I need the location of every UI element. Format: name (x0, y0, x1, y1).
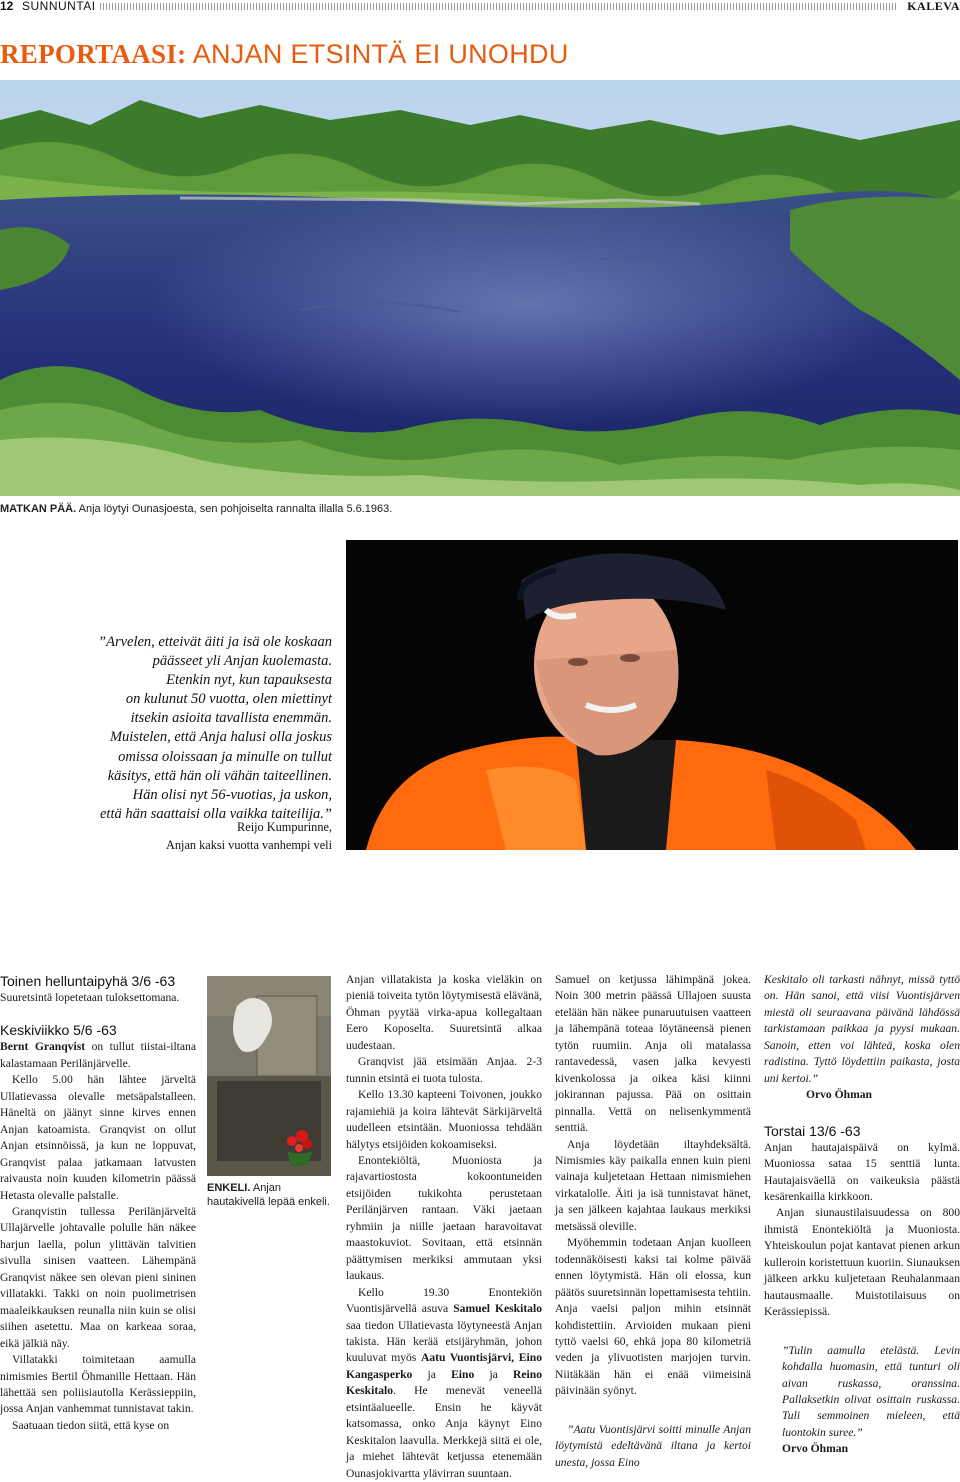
paragraph-text: Kello 19.30 Enontekiön Vuontisjärvellä asuva (346, 1285, 542, 1316)
article-column-4 (555, 972, 751, 1471)
paragraph: Saatuaan tiedon siitä, että kyse on (12, 1418, 170, 1432)
page-header (0, 0, 960, 14)
inline-quote: Keskitalo oli tarkasti nähnyt, missä tyttö on. Hän sanoi, että viisi Vuontisjärven miestä oli seuraavana päivänä lähdössä tarkistamaan paikkaa ja pyysi mukaan. Sanoin, etten voi lähteä, koska olen radistina. Tyttö löydettiin paikasta, josta uni kertoi.” (764, 973, 960, 1085)
timeline-heading: Keskiviikko 5/6 -63 (0, 1022, 117, 1039)
quote-line: itsekin asioita tavallista enemmän. (130, 710, 332, 727)
pull-quote (60, 633, 332, 824)
page-number: 12 (0, 0, 14, 13)
paragraph: Kello 5.00 hän lähtee järveltä Ullatievassa olevalle metsäpalstalleen. Häneltä on jäänyt sinne kirves ennen Anjan katoamista. Granqvist on ollut Anjan etsinnöissä, ja kun ne loppuvat, Granqvist palaa jatkamaan latvusten raivausta noin kuuden kilometrin päässä Hetasta olevalle palstalle. (0, 1073, 196, 1202)
paragraph-text: ja (412, 1367, 452, 1381)
quote-line: omissa oloissaan ja minulle on tullut (118, 748, 332, 765)
quote-line: ”Arvelen, etteivät äiti ja isä ole koskaan (98, 634, 332, 650)
timeline-heading: Torstai 13/6 -63 (764, 1122, 861, 1139)
person-name: Reino Keskitalo (346, 1367, 542, 1398)
inline-quote: ”Tulin aamulla etelästä. Levin kohdalla huomasin, että tunturi oli aivan ruskassa, oranssina. Pallaksetkin olivat osittain ruskassa. Tuli semmoinen mieleen, että luontokin suree.” (782, 1343, 960, 1439)
paragraph: Samuel on ketjussa lähimpänä jokea. Noin 300 metrin päässä Ullajoen suusta etelään hän näkee punaruutuisen vaatteen ja lähempänä toteaa löytäneensä pienen tytön ruumiin. Anja oli matalassa rantavedessä, vasen jalka kevyesti kivenkolossa ja oikea käsi kiinni jokirannan pajussa. Pää on osittain pinnalla. Vettä on nelisenkymmentä senttiä. (555, 973, 751, 1135)
caption-text: Anja löytyi Ounasjoesta, sen pohjoiselta rannalta illalla 5.6.1963. (76, 503, 393, 515)
headline-title: ANJAN ETSINTÄ EI UNOHDU (192, 39, 569, 69)
paragraph-text: saa tiedon Ullatievasta löytyneestä Anjan takista. Hän kerää etsijäryhmän, johon kuuluvat myös (346, 1318, 542, 1365)
newspaper-name: KALEVA (907, 0, 960, 13)
headline (0, 38, 960, 70)
grave-photo (207, 976, 331, 1176)
person-name: Samuel Keskitalo (453, 1302, 542, 1316)
person-name: Eino (451, 1367, 475, 1381)
caption-text: Anjan hautakivellä lepää enkeli. (207, 1182, 330, 1208)
caption-label: ENKELI. (207, 1182, 251, 1194)
paragraph-text: ja (474, 1367, 513, 1381)
article-column-5 (764, 972, 960, 1458)
caption-label: MATKAN PÄÄ. (0, 503, 77, 515)
paragraph: Enontekiöltä, Muoniosta ja rajavartiostosta kokoontuneiden etsijöiden tukikohta perustetaan Perilänjärven rantaan. Väki jaetaan ryhmiin ja niille jaetaan haravoitavat maastokuviot. Sovitaan, että etsinnän päättymisen merkiksi ammutaan yksi laukaus. (346, 1153, 542, 1283)
article-column-1 (0, 972, 196, 1434)
paragraph-text: on tullut tiistai-iltana kalastamaan Perilänjärvelle. (0, 1040, 196, 1070)
article-column-3 (346, 972, 542, 1482)
quote-attribution (100, 818, 332, 854)
river-landscape-photo (0, 80, 960, 496)
paragraph: Anja löydetään iltayhdeksältä. Nimismies käy paikalla ennen kuin pieni vainaja kuljetetaan Hettaan nimismiehen virkatalolle. Äiti ja isä tunnistavat hänet, ja sen jälkeen kajahtaa laukaus merkiksi metsässä oleville. (555, 1137, 751, 1233)
section-label: SUNNUNTAI (22, 0, 96, 13)
paragraph (0, 1039, 196, 1072)
quote-line: että hän saattaisi olla vaikka taiteilija.” (100, 805, 332, 822)
quote-line: käsitys, että hän oli vähän taiteellinen. (107, 767, 332, 784)
header-rule (100, 3, 898, 10)
quote-line: on kulunut 50 vuotta, olen miettinyt (125, 691, 332, 708)
paragraph-text: . He menevät veneellä etsintäalueelle. Ensin he käyvät katsomassa, onko Anja käynyt Eino Keskitalon laavulla. Merkkejä siitä ei ole, ja miehet lähtevät ketjussa etenemään Ounasjokivartta ylävirran suuntaan. (346, 1384, 542, 1480)
timeline-heading: Toinen helluntaipyhä 3/6 -63 (0, 973, 176, 989)
quote-line: Muistelen, että Anja halusi olla joskus (109, 729, 332, 746)
quote-line: Etenkin nyt, kun tapauksesta (166, 672, 332, 689)
inline-quote: ”Aatu Vuontisjärvi soitti minulle Anjan löytymistä edeltävänä iltana ja kertoi unesta, jossa Eino (555, 1422, 751, 1469)
paragraph (346, 1285, 542, 1482)
quote-attribution: Orvo Öhman (805, 1088, 872, 1102)
quote-attribution: Orvo Öhman (782, 1442, 849, 1456)
attribution-name: Reijo Kumpurinne, (237, 820, 332, 834)
person-name: Bernt Granqvist (0, 1040, 86, 1054)
quote-line: Hän olisi nyt 56-vuotias, ja uskon, (132, 786, 332, 803)
paragraph: Anjan hautajaispäivä on kylmä. Muoniossa sataa 15 senttiä lunta. Hautajaisväellä on vaikeuksia päästä kesärenkailla kirkkoon. (764, 1140, 960, 1203)
paragraph: Suuretsintä lopetetaan tuloksettomana. (0, 991, 180, 1004)
person-name: Aatu Vuontisjärvi, Eino Kangasperko (346, 1351, 542, 1381)
paragraph: Granqvist jää etsimään Anjaa. 2-3 tunnin etsintä ei tuota tulosta. (346, 1055, 542, 1085)
paragraph: Myöhemmin todetaan Anjan kuolleen todennäköisesti kaksi tai kolme päivää ennen löytymistä. Hän oli elossa, kun päätös suuretsinnän lopettamisesta tehtiin. Anja vaelsi paljon mihin etsinnät kohdistettiin. Arvioiden mukaan pieni tyttö vaelsi 60, ehkä jopa 80 kilometriä veden ja ylivuotisten marjojen turvin. Niitäkään hän ei enää viimeisinä päivinään syönyt. (555, 1236, 751, 1398)
paragraph: Kello 13.30 kapteeni Toivonen, joukko rajamiehiä ja koira lähtevät Särkijärveltä uudelleen etsintään. Muoniossa tehdään hälytys etsijöiden kokoamiseksi. (346, 1088, 542, 1151)
portrait-photo (346, 540, 958, 850)
paragraph: Anjan villatakista ja koska vieläkin on pieniä toiveita tytön löytymisestä elävänä, Öhman pyytää virka-apua kollegaltaan Eero Koposelta. Suuretsintä alkaa uudestaan. (346, 973, 542, 1052)
paragraph: Villatakki toimitetaan aamulla nimismies Bertil Öhmanille Hettaan. Hän lähettää sen poliisiautolla Kerässieppiin, jossa Anjan vanhemmat tunnistavat takin. (0, 1353, 196, 1416)
paragraph: Granqvistin tullessa Perilänjärveltä Ullajärvelle johtavalle polulle hän näkee harjun laella, polun ylittävän talvitien sivulla sinisen vaatteen. Lähempänä Granqvist näkee sen olevan pieni sininen villatakki. Takki on noin puolimetrisen maaleikkauksen reunalla niin kuin se olisi siihen asetettu. Maa on karkeaa soraa, eikä jälkiä näy. (0, 1204, 196, 1350)
attribution-role: Anjan kaksi vuotta vanhempi veli (166, 838, 332, 852)
grave-photo-caption (207, 1181, 331, 1209)
headline-kicker: REPORTAASI: (0, 39, 187, 69)
river-photo-caption (0, 503, 960, 516)
quote-line: päässeet yli Anjan kuolemasta. (152, 653, 332, 670)
paragraph: Anjan siunaustilaisuudessa on 800 ihmistä Enontekiöltä ja Muoniosta. Yhteiskoulun pojat kantavat pienen arkun kulleroin koristettuun kuoriin. Siunauksen jälkeen arkku kuljetetaan Reuhalanmaan hautausmaalle. Muistotilaisuus on Kerässiepissä. (764, 1206, 960, 1319)
